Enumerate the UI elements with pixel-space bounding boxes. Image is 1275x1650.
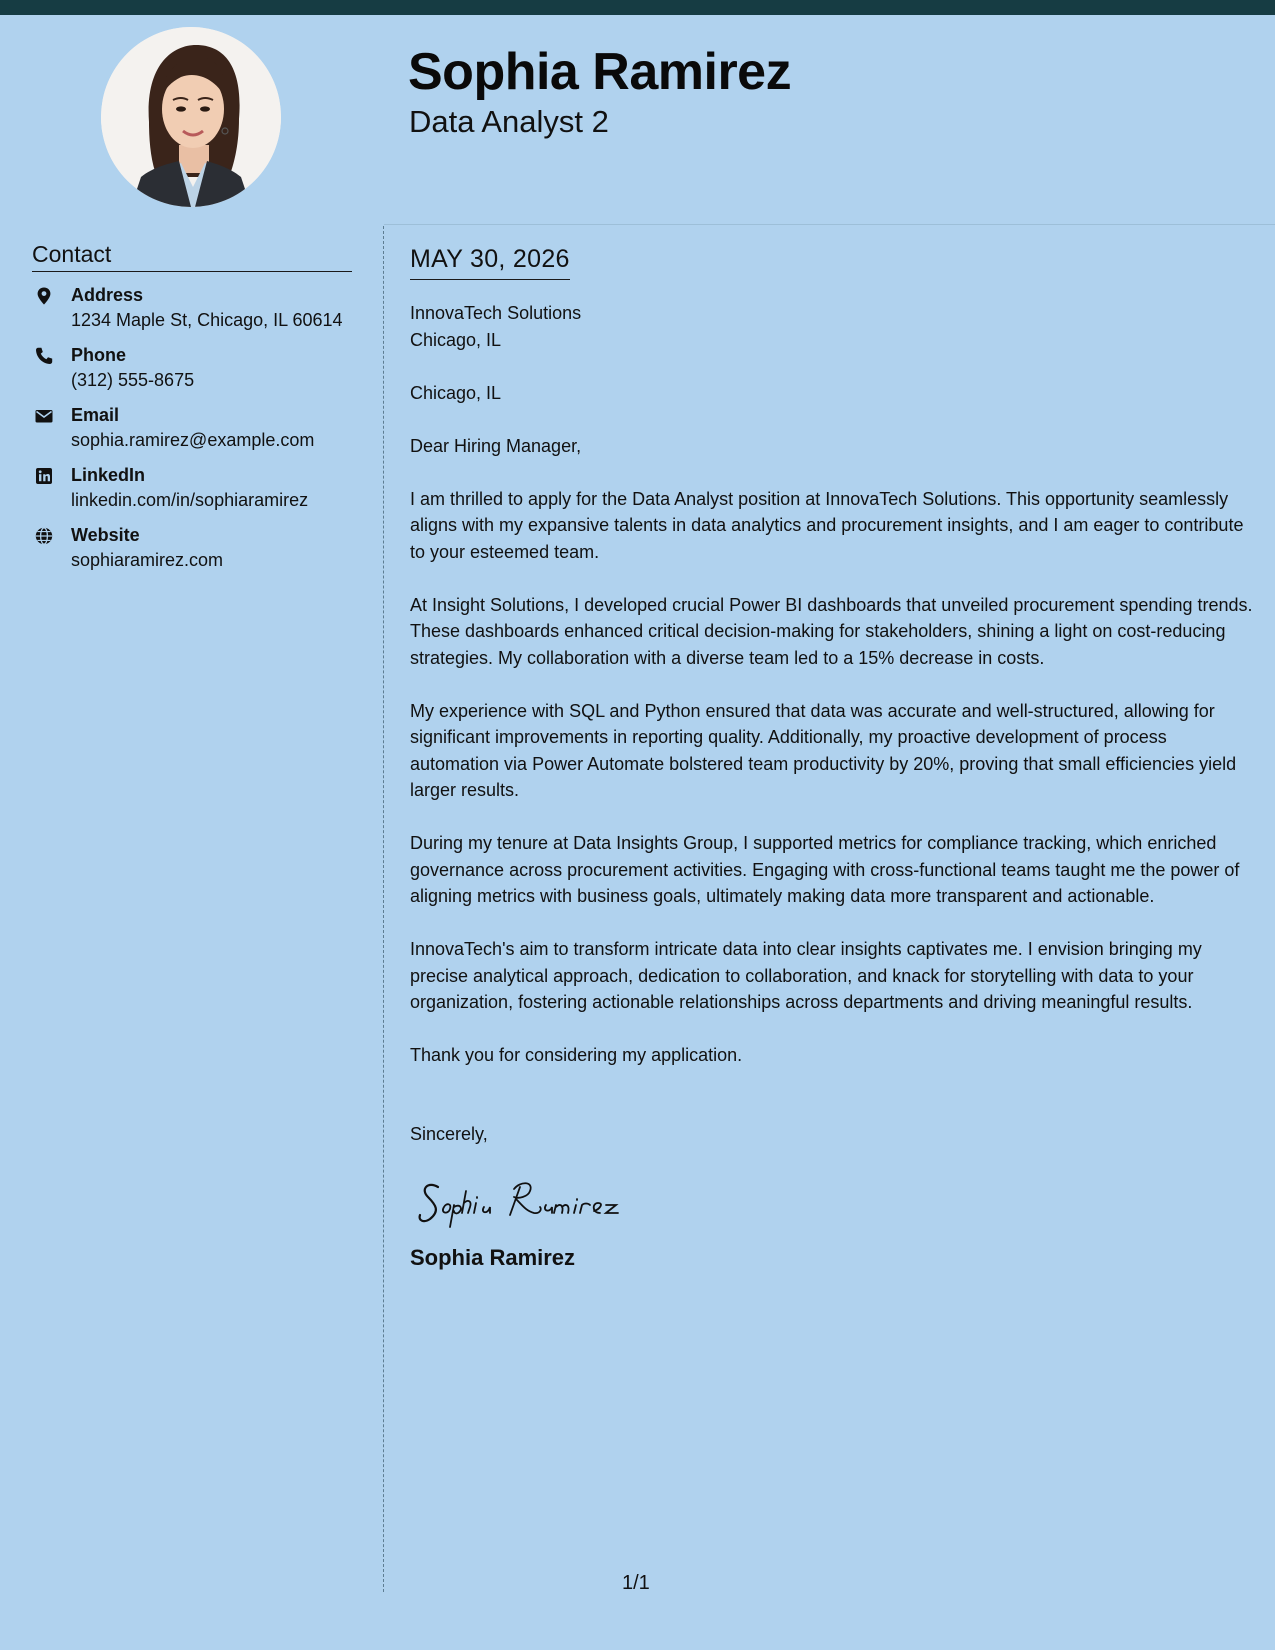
closing: Sincerely, [410, 1123, 488, 1144]
contact-item-email [32, 403, 352, 452]
signer-name: Sophia Ramirez [410, 1245, 576, 1270]
website-value[interactable]: sophiaramirez.com [71, 550, 224, 570]
contact-sidebar [32, 240, 352, 583]
column-divider [383, 226, 384, 1592]
recipient-address [410, 300, 1260, 353]
letter-paragraph: Thank you for considering my application. [410, 1045, 743, 1065]
phone-icon [34, 346, 54, 366]
letter-paragraph: My experience with SQL and Python ensured that data was accurate and well-structured, allowing for significant improvements in reporting quality. Additionally, my proactive development of process automation via Power Automate bolstered team productivity by 20%, proving that small efficiencies yield larger results. [410, 700, 1237, 800]
recipient-company: InnovaTech Solutions [410, 303, 582, 323]
recipient-city: Chicago, IL [410, 329, 502, 350]
contact-label: Email [71, 405, 120, 425]
contact-label: Website [71, 525, 140, 545]
globe-icon [34, 526, 54, 546]
contact-section-title: Contact [32, 240, 352, 272]
contact-item-address [32, 283, 352, 332]
letter-paragraph: At Insight Solutions, I developed crucial Power BI dashboards that unveiled procurement spending trends. These dashboards enhanced critical decision-making for stakeholders, shining a light on cost-reducing strategies. My collaboration with a diverse team led to a 15% decrease in costs. [410, 594, 1253, 668]
linkedin-value[interactable]: linkedin.com/in/sophiaramirez [71, 490, 309, 510]
applicant-title: Data Analyst 2 [409, 104, 609, 139]
letter-paragraph: InnovaTech's aim to transform intricate data into clear insights captivates me. I envision bringing my precise analytical approach, dedication to collaboration, and knack for storytelling with data to your organization, fostering actionable relationships across departments and driving meaningful results. [410, 939, 1202, 1012]
handwritten-signature [410, 1167, 1260, 1237]
email-value[interactable]: sophia.ramirez@example.com [71, 430, 315, 450]
cover-letter-body [410, 242, 1260, 1273]
contact-label: Phone [71, 345, 127, 365]
contact-label: Address [71, 285, 144, 305]
envelope-icon [34, 406, 54, 426]
address-value: 1234 Maple St, Chicago, IL 60614 [71, 310, 343, 330]
phone-value[interactable]: (312) 555-8675 [71, 370, 195, 390]
contact-item-linkedin [32, 463, 352, 512]
page-number: 1/1 [622, 1572, 650, 1594]
contact-item-website [32, 523, 352, 572]
header-divider [384, 224, 1275, 225]
contact-label: LinkedIn [71, 465, 146, 485]
applicant-name: Sophia Ramirez [408, 43, 792, 101]
map-pin-icon [34, 286, 54, 306]
salutation: Dear Hiring Manager, [410, 435, 582, 456]
sender-location: Chicago, IL [410, 382, 502, 403]
contact-item-phone [32, 343, 352, 392]
letter-date: MAY 30, 2026 [410, 242, 570, 280]
letter-paragraph: During my tenure at Data Insights Group, I supported metrics for compliance tracking, which enriched governance across procurement activities. Engaging with cross-functional teams taught me the power of aligning metrics with business goals, ultimately making data more transparent and actionable. [410, 833, 1240, 906]
letter-paragraph: I am thrilled to apply for the Data Analyst position at InnovaTech Solutions. This opportunity seamlessly aligns with my expansive talents in data analytics and procurement insights, and I am eager to contribute to your esteemed team. [410, 488, 1244, 562]
profile-photo [101, 27, 281, 207]
top-accent-bar [0, 0, 1275, 15]
linkedin-icon [34, 466, 54, 486]
